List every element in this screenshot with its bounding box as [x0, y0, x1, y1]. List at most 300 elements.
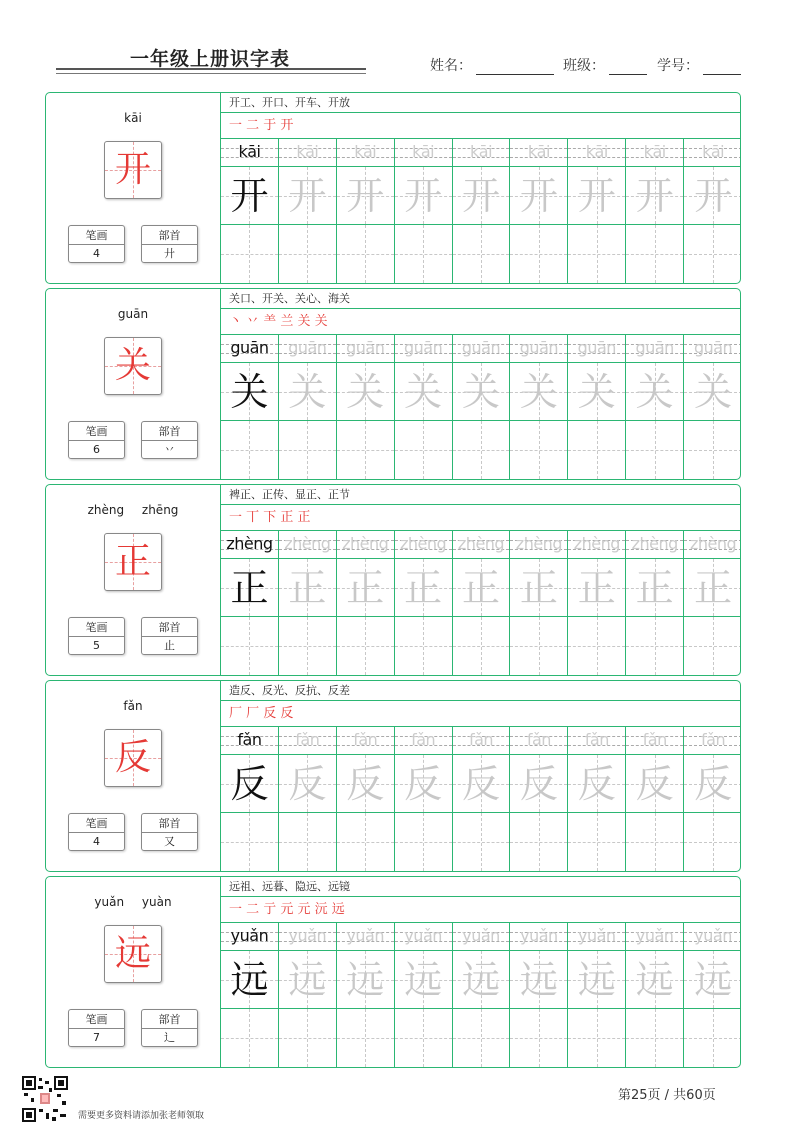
practice-cell[interactable] [221, 139, 279, 283]
hanzi-grid-blank[interactable] [279, 225, 336, 283]
class-field[interactable] [563, 55, 647, 75]
student-number-blank[interactable] [703, 61, 741, 75]
hanzi-grid-blank[interactable] [221, 225, 278, 283]
stroke-order: 一 丅 下 正 正 [221, 505, 741, 531]
pinyin-line [221, 923, 278, 951]
character-pinyin: zhèng zhēng [87, 503, 179, 517]
stroke-count-label: 笔画 [69, 422, 124, 441]
title-underline-thin [56, 73, 366, 74]
practice-area [221, 93, 741, 283]
stroke-count-value: 5 [93, 639, 100, 652]
practice-cell[interactable] [568, 727, 626, 871]
hanzi-grid-blank[interactable] [626, 617, 683, 675]
radical-value: 廾 [164, 247, 175, 260]
practice-cell[interactable] [510, 923, 568, 1067]
stroke-count-value: 6 [93, 443, 100, 456]
character-box [104, 533, 162, 591]
hanzi-grid-blank[interactable] [337, 813, 394, 871]
hanzi-grid-blank[interactable] [453, 813, 510, 871]
hanzi-grid-blank[interactable] [337, 421, 394, 479]
hanzi-trace: 远 [462, 958, 501, 1002]
stroke-count-value: 7 [93, 1031, 100, 1044]
hanzi-grid-blank[interactable] [453, 617, 510, 675]
practice-cell[interactable] [453, 531, 511, 675]
hanzi-grid-blank[interactable] [337, 1009, 394, 1067]
hanzi-grid[interactable] [510, 363, 567, 421]
character-glyph: 反 [114, 737, 151, 778]
name-field[interactable] [430, 55, 554, 75]
pinyin-line [510, 139, 567, 167]
practice-cell[interactable] [626, 531, 684, 675]
hanzi-grid-blank[interactable] [510, 617, 567, 675]
practice-cell[interactable] [684, 923, 741, 1067]
radical-label: 部首 [142, 226, 197, 245]
hanzi-grid[interactable] [453, 167, 510, 225]
practice-cell[interactable] [453, 139, 511, 283]
hanzi-grid-blank[interactable] [453, 421, 510, 479]
pinyin-line [395, 335, 452, 363]
hanzi-grid-blank[interactable] [221, 1009, 278, 1067]
hanzi-grid[interactable] [568, 951, 625, 1009]
pinyin-trace: zhèng [457, 534, 505, 553]
qr-code-icon [22, 1076, 68, 1122]
hanzi-grid[interactable] [279, 167, 336, 225]
hanzi-grid-blank[interactable] [510, 813, 567, 871]
hanzi-trace: 反 [694, 762, 733, 806]
hanzi-grid[interactable] [684, 167, 741, 225]
hanzi-trace: 远 [230, 958, 269, 1002]
pinyin-trace: yuǎn [462, 926, 500, 945]
hanzi-grid-blank[interactable] [453, 1009, 510, 1067]
hanzi-grid[interactable] [395, 559, 452, 617]
practice-cell[interactable] [510, 335, 568, 479]
practice-cell[interactable] [568, 923, 626, 1067]
word-examples: 裨正、正传、显正、正节 [221, 485, 741, 505]
hanzi-grid[interactable] [279, 755, 336, 813]
hanzi-grid[interactable] [626, 363, 683, 421]
pinyin-trace: yuǎn [230, 926, 269, 945]
practice-cell[interactable] [453, 335, 511, 479]
practice-cell[interactable] [684, 139, 741, 283]
student-number-label: 学号： [657, 58, 699, 74]
hanzi-grid-blank[interactable] [684, 1009, 741, 1067]
stroke-order: 丶 丷 ⺷ 兰 关 关 [221, 309, 741, 335]
hanzi-trace: 开 [694, 174, 733, 218]
radical-value: 止 [164, 639, 175, 652]
practice-cell[interactable] [395, 531, 453, 675]
hanzi-grid[interactable] [221, 559, 278, 617]
hanzi-grid[interactable] [453, 755, 510, 813]
hanzi-grid-blank[interactable] [337, 225, 394, 283]
practice-cell[interactable] [395, 923, 453, 1067]
hanzi-grid[interactable] [684, 559, 741, 617]
radical-value: 辶 [164, 1031, 175, 1044]
practice-area [221, 289, 741, 479]
character-info [46, 681, 221, 871]
practice-cell[interactable] [279, 923, 337, 1067]
pinyin-trace: kāi [238, 142, 261, 161]
hanzi-grid[interactable] [279, 951, 336, 1009]
practice-cell[interactable] [626, 923, 684, 1067]
practice-cell[interactable] [395, 335, 453, 479]
practice-cell[interactable] [221, 923, 279, 1067]
practice-grid [221, 335, 741, 479]
hanzi-grid-blank[interactable] [684, 617, 741, 675]
pinyin-trace: kāi [296, 142, 319, 161]
hanzi-grid[interactable] [453, 559, 510, 617]
pinyin-trace: yuǎn [635, 926, 674, 945]
pinyin-trace: zhèng [631, 534, 678, 553]
hanzi-trace: 反 [230, 762, 269, 806]
hanzi-trace: 正 [462, 566, 501, 610]
pinyin-line [279, 727, 336, 755]
pinyin-trace: fǎn [584, 730, 609, 749]
hanzi-grid[interactable] [626, 167, 683, 225]
hanzi-grid[interactable] [221, 755, 278, 813]
hanzi-trace: 关 [346, 370, 385, 414]
pinyin-line [395, 923, 452, 951]
hanzi-trace: 开 [404, 174, 443, 218]
pinyin-line [684, 335, 741, 363]
pinyin-line [510, 727, 567, 755]
pinyin-trace: zhèng [573, 534, 620, 553]
stroke-order: 厂 厂 反 反 [221, 701, 741, 727]
hanzi-grid-blank[interactable] [510, 225, 567, 283]
class-blank[interactable] [609, 61, 647, 75]
radical-box [141, 1009, 198, 1047]
hanzi-grid[interactable] [568, 559, 625, 617]
hanzi-grid[interactable] [510, 559, 567, 617]
word-examples: 开工、开口、开车、开放 [221, 93, 741, 113]
stroke-order: 一 二 亍 元 元 沅 远 [221, 897, 741, 923]
hanzi-trace: 关 [694, 370, 733, 414]
pinyin-line [568, 335, 625, 363]
practice-cell[interactable] [510, 531, 568, 675]
stroke-order: 一 二 于 开 [221, 113, 741, 139]
hanzi-trace: 关 [577, 370, 616, 414]
practice-cell[interactable] [510, 139, 568, 283]
practice-cell[interactable] [453, 727, 511, 871]
hanzi-grid[interactable] [510, 755, 567, 813]
page-header [0, 0, 800, 90]
hanzi-grid[interactable] [568, 755, 625, 813]
hanzi-grid-blank[interactable] [395, 813, 452, 871]
practice-grid [221, 531, 741, 675]
hanzi-grid-blank[interactable] [279, 421, 336, 479]
practice-cell[interactable] [337, 923, 395, 1067]
stroke-count-box [68, 421, 125, 459]
hanzi-grid[interactable] [279, 559, 336, 617]
character-info [46, 93, 221, 283]
hanzi-trace: 远 [694, 958, 733, 1002]
pinyin-trace: guān [519, 338, 559, 357]
radical-box [141, 813, 198, 851]
practice-grid [221, 923, 741, 1067]
hanzi-grid[interactable] [221, 951, 278, 1009]
practice-cell[interactable] [684, 335, 741, 479]
hanzi-grid[interactable] [453, 363, 510, 421]
hanzi-grid-blank[interactable] [626, 813, 683, 871]
hanzi-trace: 远 [288, 958, 327, 1002]
hanzi-grid[interactable] [221, 363, 278, 421]
stroke-count-label: 笔画 [69, 1010, 124, 1029]
pinyin-line [510, 923, 567, 951]
pinyin-trace: kāi [470, 142, 493, 161]
pinyin-trace: kāi [643, 142, 666, 161]
hanzi-grid[interactable] [337, 559, 394, 617]
radical-box [141, 421, 198, 459]
pinyin-line [221, 531, 278, 559]
practice-area [221, 681, 741, 871]
pinyin-trace: yuǎn [578, 926, 616, 945]
hanzi-grid-blank[interactable] [510, 421, 567, 479]
hanzi-grid-blank[interactable] [568, 617, 625, 675]
pinyin-trace: yuǎn [694, 926, 732, 945]
radical-label: 部首 [142, 618, 197, 637]
pinyin-trace: guān [635, 338, 674, 357]
practice-cell[interactable] [510, 727, 568, 871]
word-examples: 关口、开关、关心、海关 [221, 289, 741, 309]
hanzi-grid[interactable] [337, 363, 394, 421]
pinyin-trace: fǎn [642, 730, 667, 749]
pinyin-line [453, 727, 510, 755]
pinyin-trace: zhèng [342, 534, 389, 553]
pinyin-trace: guān [693, 338, 733, 357]
hanzi-grid[interactable] [510, 951, 567, 1009]
practice-cell[interactable] [568, 139, 626, 283]
hanzi-trace: 远 [346, 958, 385, 1002]
radical-label: 部首 [142, 1010, 197, 1029]
hanzi-grid-blank[interactable] [684, 225, 741, 283]
practice-cell[interactable] [337, 531, 395, 675]
word-examples: 造反、反光、反抗、反差 [221, 681, 741, 701]
pinyin-line [337, 531, 394, 559]
pinyin-line [395, 727, 452, 755]
practice-cell[interactable] [626, 139, 684, 283]
hanzi-trace: 关 [404, 370, 443, 414]
hanzi-trace: 关 [230, 370, 269, 414]
stroke-count-box [68, 1009, 125, 1047]
character-card [45, 680, 741, 872]
pinyin-line [221, 139, 278, 167]
footer-note: 需要更多资料请添加张老师领取 [78, 1111, 205, 1121]
character-card [45, 288, 741, 480]
hanzi-trace: 正 [346, 566, 385, 610]
practice-cell[interactable] [279, 531, 337, 675]
pinyin-line [568, 531, 625, 559]
hanzi-grid-blank[interactable] [279, 617, 336, 675]
practice-cell[interactable] [279, 727, 337, 871]
character-card [45, 92, 741, 284]
pinyin-trace: guān [577, 338, 616, 357]
hanzi-grid-blank[interactable] [279, 813, 336, 871]
hanzi-grid-blank[interactable] [395, 225, 452, 283]
hanzi-grid[interactable] [626, 755, 683, 813]
practice-grid [221, 139, 741, 283]
pinyin-trace: fǎn [468, 730, 494, 749]
stroke-count-box [68, 813, 125, 851]
word-examples: 远祖、远暮、隐远、远镜 [221, 877, 741, 897]
pinyin-line [221, 727, 278, 755]
pinyin-trace: kāi [354, 142, 377, 161]
practice-cell[interactable] [568, 335, 626, 479]
hanzi-trace: 远 [635, 958, 674, 1002]
hanzi-trace: 开 [519, 174, 558, 218]
hanzi-grid[interactable] [337, 951, 394, 1009]
hanzi-grid-blank[interactable] [684, 421, 741, 479]
stroke-count-label: 笔画 [69, 618, 124, 637]
pinyin-line [684, 727, 741, 755]
name-label: 姓名： [430, 58, 472, 74]
practice-grid [221, 727, 741, 871]
hanzi-grid-blank[interactable] [395, 421, 452, 479]
hanzi-trace: 关 [288, 370, 327, 414]
pinyin-line [453, 531, 510, 559]
radical-value: 又 [164, 835, 175, 848]
hanzi-grid[interactable] [568, 167, 625, 225]
pinyin-line [626, 139, 683, 167]
stroke-count-box [68, 225, 125, 263]
character-glyph: 开 [114, 149, 151, 190]
hanzi-grid[interactable] [626, 559, 683, 617]
pinyin-line [626, 727, 683, 755]
practice-cell[interactable] [453, 923, 511, 1067]
practice-cell[interactable] [395, 139, 453, 283]
pinyin-line [221, 335, 278, 363]
character-info [46, 877, 221, 1067]
pinyin-trace: zhèng [689, 534, 737, 553]
hanzi-trace: 开 [230, 174, 269, 218]
practice-cell[interactable] [221, 531, 279, 675]
name-blank[interactable] [476, 61, 554, 75]
radical-box [141, 225, 198, 263]
pinyin-trace: yuǎn [346, 926, 384, 945]
practice-cell[interactable] [684, 727, 741, 871]
radical-label: 部首 [142, 422, 197, 441]
practice-area [221, 485, 741, 675]
hanzi-grid-blank[interactable] [279, 1009, 336, 1067]
hanzi-grid-blank[interactable] [626, 421, 683, 479]
pinyin-trace: fǎn [353, 730, 378, 749]
pinyin-trace: guān [403, 338, 443, 357]
pinyin-trace: fǎn [411, 730, 436, 749]
practice-cell[interactable] [221, 335, 279, 479]
pinyin-line [453, 139, 510, 167]
hanzi-grid-blank[interactable] [221, 421, 278, 479]
character-glyph: 远 [114, 933, 151, 974]
hanzi-grid[interactable] [395, 951, 452, 1009]
hanzi-grid-blank[interactable] [395, 617, 452, 675]
practice-cell[interactable] [568, 531, 626, 675]
radical-label: 部首 [142, 814, 197, 833]
pinyin-line [568, 139, 625, 167]
hanzi-grid-blank[interactable] [626, 225, 683, 283]
hanzi-grid[interactable] [337, 167, 394, 225]
pinyin-line [510, 335, 567, 363]
pinyin-line [453, 923, 510, 951]
pinyin-line [395, 139, 452, 167]
hanzi-grid[interactable] [684, 951, 741, 1009]
hanzi-grid-blank[interactable] [221, 617, 278, 675]
hanzi-grid-blank[interactable] [221, 813, 278, 871]
hanzi-grid[interactable] [568, 363, 625, 421]
practice-cell[interactable] [279, 139, 337, 283]
pinyin-line [568, 727, 625, 755]
hanzi-grid-blank[interactable] [626, 1009, 683, 1067]
pinyin-line [279, 335, 336, 363]
practice-cell[interactable] [337, 335, 395, 479]
pinyin-line [337, 335, 394, 363]
character-box [104, 141, 162, 199]
practice-cell[interactable] [279, 335, 337, 479]
hanzi-grid[interactable] [395, 363, 452, 421]
pinyin-trace: yuǎn [520, 926, 558, 945]
hanzi-trace: 反 [404, 762, 443, 806]
hanzi-grid-blank[interactable] [337, 617, 394, 675]
hanzi-trace: 远 [577, 958, 616, 1002]
hanzi-grid[interactable] [684, 363, 741, 421]
hanzi-trace: 关 [462, 370, 501, 414]
pinyin-trace: zhèng [515, 534, 562, 553]
hanzi-trace: 开 [635, 174, 674, 218]
hanzi-grid[interactable] [684, 755, 741, 813]
practice-cell[interactable] [626, 727, 684, 871]
hanzi-trace: 反 [288, 762, 327, 806]
hanzi-trace: 正 [694, 566, 733, 610]
hanzi-trace: 正 [230, 566, 269, 610]
hanzi-grid-blank[interactable] [568, 813, 625, 871]
hanzi-trace: 正 [404, 566, 443, 610]
hanzi-grid-blank[interactable] [453, 225, 510, 283]
practice-cell[interactable] [626, 335, 684, 479]
hanzi-grid[interactable] [395, 167, 452, 225]
hanzi-grid[interactable] [626, 951, 683, 1009]
practice-cell[interactable] [684, 531, 741, 675]
hanzi-grid-blank[interactable] [510, 1009, 567, 1067]
hanzi-grid-blank[interactable] [568, 421, 625, 479]
pinyin-line [626, 531, 683, 559]
practice-cell[interactable] [395, 727, 453, 871]
practice-cell[interactable] [221, 727, 279, 871]
hanzi-grid-blank[interactable] [568, 1009, 625, 1067]
hanzi-trace: 反 [635, 762, 674, 806]
pinyin-line [453, 335, 510, 363]
pinyin-line [279, 531, 336, 559]
hanzi-grid[interactable] [337, 755, 394, 813]
hanzi-grid[interactable] [279, 363, 336, 421]
practice-cell[interactable] [337, 139, 395, 283]
hanzi-grid-blank[interactable] [684, 813, 741, 871]
hanzi-grid[interactable] [510, 167, 567, 225]
pinyin-trace: guān [230, 338, 269, 357]
practice-cell[interactable] [337, 727, 395, 871]
pinyin-trace: kāi [527, 142, 550, 161]
hanzi-grid-blank[interactable] [395, 1009, 452, 1067]
stroke-count-label: 笔画 [69, 226, 124, 245]
hanzi-grid-blank[interactable] [568, 225, 625, 283]
pinyin-line [626, 335, 683, 363]
hanzi-trace: 反 [346, 762, 385, 806]
student-number-field[interactable] [657, 55, 741, 75]
hanzi-grid[interactable] [453, 951, 510, 1009]
pinyin-line [337, 139, 394, 167]
hanzi-trace: 正 [635, 566, 674, 610]
hanzi-trace: 开 [462, 174, 501, 218]
page-number: 第25页 / 共60页 [618, 1088, 716, 1103]
hanzi-grid[interactable] [395, 755, 452, 813]
pinyin-trace: yuǎn [288, 926, 327, 945]
hanzi-grid[interactable] [221, 167, 278, 225]
